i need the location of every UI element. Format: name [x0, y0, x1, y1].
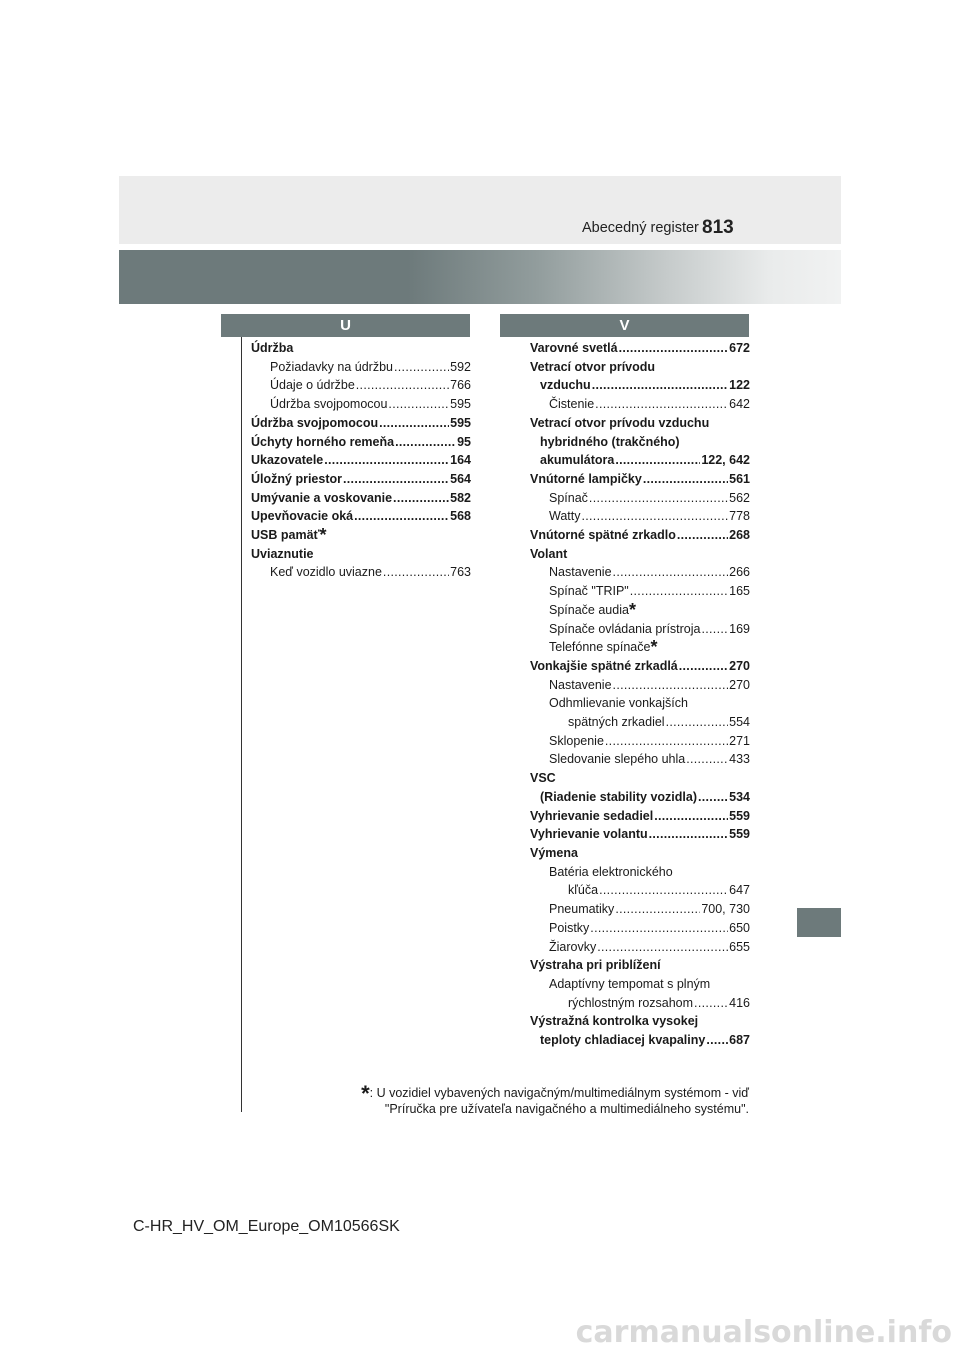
index-entry	[251, 395, 471, 414]
entry-page: 95	[457, 434, 471, 449]
entry-page: 595	[450, 415, 471, 430]
leader-dots	[677, 526, 728, 545]
entry-page: 270	[729, 658, 750, 673]
index-entry	[530, 489, 750, 508]
index-entry	[530, 526, 750, 545]
entry-label: Spínače ovládania prístroja	[549, 621, 701, 636]
entry-label: Odhmlievanie vonkajších	[549, 696, 688, 711]
index-entry	[251, 489, 471, 508]
entry-label: Telefónne spínače	[549, 640, 651, 655]
entry-label: USB pamäť	[251, 528, 320, 543]
entry-page: 642	[729, 397, 750, 412]
index-entry: Telefónne spínače *	[549, 637, 658, 658]
leader-dots	[597, 938, 728, 957]
entry-page: 122, 642	[701, 453, 750, 468]
entry-label: Uviaznutie	[251, 546, 314, 561]
entry-page: 270	[729, 677, 750, 692]
index-entry	[530, 938, 750, 957]
entry-label: Nastavenie	[549, 565, 612, 580]
index-entry	[530, 900, 750, 919]
entry-label: vzduchu	[540, 378, 591, 393]
index-entry	[530, 807, 750, 826]
entry-label: Upevňovacie oká	[251, 509, 354, 524]
index-entry	[530, 395, 750, 414]
entry-label: Poistky	[549, 920, 590, 935]
leader-dots	[694, 994, 728, 1013]
entry-page: 778	[729, 509, 750, 524]
entry-page: 568	[450, 509, 471, 524]
entry-label: Vnútorné lampičky	[530, 471, 642, 486]
index-entry	[251, 545, 471, 564]
leader-dots	[619, 339, 729, 358]
index-entry	[251, 376, 471, 395]
index-entry	[530, 545, 750, 564]
entry-label: Batéria elektronického	[549, 864, 673, 879]
index-column-right	[530, 339, 750, 1050]
leader-dots	[394, 358, 449, 377]
index-entry	[530, 713, 750, 732]
entry-label: Ukazovatele	[251, 453, 324, 468]
index-entry	[530, 750, 750, 769]
index-entry	[530, 1012, 750, 1031]
section-header-u: U	[221, 314, 470, 337]
index-entry: USB pamäť *	[251, 525, 327, 546]
section-tab	[797, 908, 841, 937]
entry-label: teploty chladiacej kvapaliny	[540, 1033, 706, 1048]
leader-dots	[686, 750, 728, 769]
index-entry	[530, 788, 750, 807]
index-entry	[530, 975, 750, 994]
entry-label: Úložný priestor	[251, 471, 342, 486]
leader-dots	[590, 919, 728, 938]
entry-label: Výmena	[530, 845, 578, 860]
entry-page: 582	[450, 490, 471, 505]
index-entry	[530, 507, 750, 526]
entry-page: 559	[729, 808, 750, 823]
column-divider	[241, 337, 242, 1112]
leader-dots	[698, 788, 728, 807]
leader-dots	[701, 620, 728, 639]
entry-label: Spínač	[549, 490, 588, 505]
entry-label: Keď vozidlo uviazne	[270, 565, 382, 580]
entry-page: 266	[729, 565, 750, 580]
index-entry: Spínače audia *	[549, 599, 636, 620]
entry-label: Spínač "TRIP"	[549, 584, 629, 599]
leader-dots	[649, 825, 729, 844]
index-entry	[251, 470, 471, 489]
entry-page: 554	[729, 715, 750, 730]
index-entry	[530, 732, 750, 751]
entry-page: 672	[729, 341, 750, 355]
leader-dots	[679, 657, 728, 676]
index-entry	[251, 339, 471, 358]
entry-page: 655	[729, 939, 750, 954]
entry-label: Vonkajšie spätné zrkadlá	[530, 658, 678, 673]
index-entry	[530, 433, 750, 452]
entry-label: akumulátora	[540, 453, 615, 468]
footnote	[209, 1082, 749, 1117]
leader-dots	[383, 563, 449, 582]
entry-page: 763	[450, 565, 471, 580]
leader-dots	[581, 507, 728, 526]
leader-dots	[354, 507, 449, 526]
entry-label: Údržba	[251, 341, 294, 355]
entry-label: Údržba svojpomocou	[270, 397, 388, 412]
entry-page: 561	[729, 471, 750, 486]
leader-dots	[613, 563, 729, 582]
entry-label: Vnútorné spätné zrkadlo	[530, 528, 676, 543]
entry-label: Požiadavky na údržbu	[270, 359, 393, 374]
leader-dots	[379, 414, 449, 433]
index-entry	[251, 358, 471, 377]
index-entry	[530, 339, 750, 358]
entry-label: Vetrací otvor prívodu vzduchu	[530, 415, 710, 430]
index-entry	[530, 376, 750, 395]
entry-label: Varovné svetlá	[530, 341, 618, 355]
leader-dots	[613, 676, 729, 695]
index-entry	[530, 881, 750, 900]
index-entry	[530, 863, 750, 882]
entry-label: Pneumatiky	[549, 902, 615, 917]
leader-dots	[592, 376, 728, 395]
index-entry	[530, 919, 750, 938]
entry-page: 766	[450, 378, 471, 393]
watermark: carmanualsonline.info	[575, 1315, 952, 1350]
leader-dots	[388, 395, 449, 414]
entry-label: Výstraha pri priblížení	[530, 958, 661, 973]
entry-label: Watty	[549, 509, 581, 524]
entry-page: 592	[450, 359, 471, 374]
entry-label: Vetrací otvor prívodu	[530, 359, 656, 374]
entry-page: 595	[450, 397, 471, 412]
leader-dots	[324, 451, 449, 470]
index-entry	[530, 358, 750, 377]
section-header-v: V	[500, 314, 749, 337]
entry-label: (Riadenie stability vozidla)	[540, 789, 697, 804]
entry-page: 559	[729, 827, 750, 842]
entry-page: 650	[729, 920, 750, 935]
entry-page: 165	[729, 584, 750, 599]
entry-page: 271	[729, 733, 750, 748]
entry-page: 700, 730	[701, 902, 750, 917]
index-entry	[530, 769, 750, 788]
entry-page: 433	[729, 752, 750, 767]
index-entry	[251, 451, 471, 470]
index-entry	[530, 620, 750, 639]
index-entry	[251, 563, 471, 582]
index-entry	[530, 451, 750, 470]
document-id: C-HR_HV_OM_Europe_OM10566SK	[133, 1218, 400, 1235]
entry-label: Volant	[530, 546, 568, 561]
entry-label: Žiarovky	[549, 939, 597, 954]
entry-label: VSC	[530, 771, 556, 786]
entry-label: Adaptívny tempomat s plným	[549, 976, 711, 991]
entry-page: 169	[729, 621, 750, 636]
index-entry	[251, 433, 471, 452]
header-title: Abecedný register	[582, 220, 699, 236]
leader-dots	[630, 582, 728, 601]
leader-dots	[343, 470, 449, 489]
index-entry	[530, 470, 750, 489]
index-entry	[530, 694, 750, 713]
index-entry	[530, 414, 750, 433]
entry-label: rýchlostným rozsahom	[568, 995, 694, 1010]
entry-label: hybridného (trakčného)	[540, 434, 680, 449]
entry-label: Čistenie	[549, 397, 595, 412]
entry-label: spätných zrkadiel	[568, 715, 665, 730]
index-entry	[530, 676, 750, 695]
gradient-band	[119, 250, 841, 304]
entry-page: 164	[450, 453, 471, 468]
entry-page: 268	[729, 528, 750, 543]
footnote-line1: : U vozidiel vybavených navigačným/multimediálnym systémom - viď	[369, 1086, 749, 1100]
leader-dots	[643, 470, 728, 489]
index-entry	[530, 844, 750, 863]
entry-label: Výstražná kontrolka vysokej	[530, 1014, 699, 1029]
entry-label: Vyhrievanie volantu	[530, 827, 648, 842]
entry-label: Sklopenie	[549, 733, 604, 748]
entry-page: 687	[729, 1033, 750, 1048]
index-entry	[530, 657, 750, 676]
index-entry	[251, 507, 471, 526]
entry-page: 122	[729, 378, 750, 393]
entry-label: kľúča	[568, 883, 599, 898]
entry-label: Sledovanie slepého uhla	[549, 752, 686, 767]
entry-page: 562	[729, 490, 750, 505]
leader-dots	[706, 1031, 728, 1050]
entry-page: 564	[450, 471, 471, 486]
leader-dots	[605, 732, 728, 751]
index-entry	[251, 414, 471, 433]
entry-label: Nastavenie	[549, 677, 612, 692]
entry-label: Údržba svojpomocou	[251, 415, 379, 430]
entry-label: Údaje o údržbe	[270, 378, 355, 393]
leader-dots	[599, 881, 728, 900]
entry-page: 647	[729, 883, 750, 898]
footnote-line2: "Príručka pre užívateľa navigačného a multimediálneho systému".	[384, 1101, 749, 1116]
leader-dots	[666, 713, 729, 732]
index-column-left	[251, 339, 471, 582]
entry-label: Umývanie a voskovanie	[251, 490, 393, 505]
leader-dots	[654, 807, 728, 826]
footnote-mark: *	[361, 1081, 370, 1106]
index-entry	[530, 994, 750, 1013]
entry-label: Vyhrievanie sedadiel	[530, 808, 654, 823]
index-entry	[530, 563, 750, 582]
index-entry	[530, 825, 750, 844]
leader-dots	[615, 451, 700, 470]
index-entry	[530, 582, 750, 601]
leader-dots	[393, 489, 449, 508]
entry-label: Spínače audia	[549, 602, 629, 617]
entry-page: 534	[729, 789, 750, 804]
page-number: 813	[702, 217, 734, 238]
index-entry	[530, 956, 750, 975]
leader-dots	[395, 433, 456, 452]
index-entry	[530, 1031, 750, 1050]
leader-dots	[595, 395, 728, 414]
entry-page: 416	[729, 995, 750, 1010]
leader-dots	[356, 376, 449, 395]
leader-dots	[615, 900, 700, 919]
entry-label: Úchyty horného remeňa	[251, 434, 395, 449]
leader-dots	[589, 489, 728, 508]
